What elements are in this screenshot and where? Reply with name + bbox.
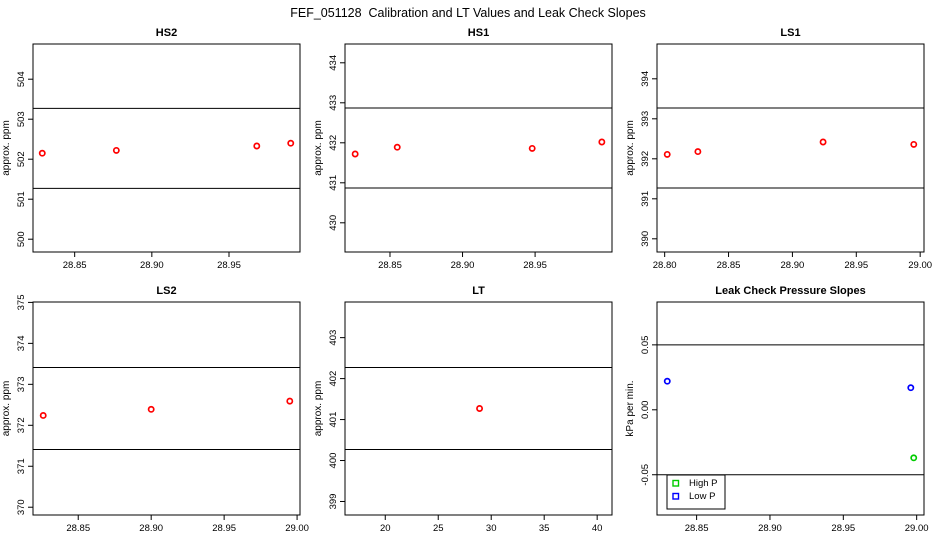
x-tick-label: 28.90 — [450, 260, 475, 270]
legend-label: High P — [689, 478, 718, 489]
y-tick-label: 402 — [328, 370, 339, 387]
panel-lt — [312, 270, 624, 540]
x-tick-label: 28.85 — [62, 260, 87, 270]
data-point-calibration — [149, 407, 154, 412]
data-point-calibration — [911, 142, 916, 147]
x-tick-label: 28.90 — [139, 260, 164, 270]
data-point-calibration — [41, 413, 46, 418]
x-tick-label: 40 — [591, 523, 603, 534]
y-tick-label: 434 — [328, 54, 339, 71]
y-tick-label: 502 — [16, 151, 27, 168]
data-point-calibration — [254, 143, 259, 148]
panel-ls2 — [0, 270, 312, 540]
data-point-high-p — [911, 455, 916, 460]
y-tick-label: 0.00 — [640, 400, 651, 420]
y-axis-label: approx. ppm — [1, 120, 12, 176]
y-tick-label: 430 — [328, 214, 339, 231]
x-tick-label: 28.90 — [139, 523, 164, 534]
panel-title: LS2 — [156, 285, 177, 297]
y-tick-label: 373 — [16, 376, 27, 393]
y-tick-label: 371 — [16, 458, 27, 475]
y-axis-label: approx. ppm — [313, 120, 324, 176]
data-point-lt — [477, 406, 482, 411]
plot-box — [345, 44, 612, 252]
data-point-calibration — [695, 149, 700, 154]
data-point-calibration — [820, 139, 825, 144]
x-tick-label: 28.95 — [212, 523, 237, 534]
plot-box — [33, 302, 300, 515]
x-tick-label: 28.95 — [523, 260, 547, 270]
x-tick-label: 20 — [379, 523, 391, 534]
panel-leak-check — [624, 270, 936, 540]
x-tick-label: 35 — [538, 523, 550, 534]
y-tick-label: 503 — [16, 111, 27, 128]
y-tick-label: 401 — [328, 411, 339, 428]
x-tick-label: 28.85 — [378, 260, 402, 270]
y-axis-label: approx. ppm — [313, 380, 324, 437]
x-tick-label: 28.95 — [844, 260, 869, 270]
y-tick-label: 390 — [640, 230, 651, 247]
y-tick-label: 394 — [640, 70, 651, 87]
data-point-calibration — [353, 151, 358, 156]
y-tick-label: 504 — [16, 71, 27, 88]
panel-ls1 — [624, 0, 936, 270]
panel-title: LS1 — [780, 27, 801, 39]
x-tick-label: 28.90 — [780, 260, 805, 270]
y-tick-label: 431 — [328, 174, 339, 191]
y-tick-label: 375 — [16, 294, 27, 311]
x-tick-label: 25 — [432, 523, 444, 534]
plot-box — [657, 44, 924, 252]
x-tick-label: 28.95 — [217, 260, 241, 270]
x-tick-label: 28.80 — [652, 260, 677, 270]
legend-label: Low P — [689, 491, 716, 502]
y-tick-label: 399 — [328, 493, 339, 510]
data-point-calibration — [395, 145, 400, 150]
y-axis-label: approx. ppm — [1, 380, 12, 437]
data-point-calibration — [599, 139, 604, 144]
y-tick-label: 403 — [328, 329, 339, 346]
data-point-low-p — [665, 379, 670, 384]
y-tick-label: 432 — [328, 134, 339, 151]
y-tick-label: 500 — [16, 231, 27, 248]
x-tick-label: 29.00 — [904, 523, 929, 534]
chart-svg-ls1 — [624, 0, 936, 270]
chart-svg-hs2 — [0, 0, 312, 270]
data-point-calibration — [530, 146, 535, 151]
chart-svg-leak-check — [624, 270, 936, 540]
data-point-calibration — [665, 152, 670, 157]
x-tick-label: 29.00 — [908, 260, 933, 270]
panel-title: LT — [472, 285, 485, 297]
y-tick-label: 501 — [16, 191, 27, 208]
plot-box — [33, 44, 300, 252]
data-point-calibration — [114, 148, 119, 153]
y-tick-label: 391 — [640, 190, 651, 207]
x-tick-label: 29.00 — [285, 523, 309, 534]
y-tick-label: 370 — [16, 499, 27, 516]
data-point-calibration — [288, 141, 293, 146]
x-tick-label: 28.85 — [66, 523, 91, 534]
panel-hs2 — [0, 0, 312, 270]
y-tick-label: 0.05 — [640, 335, 651, 355]
data-point-low-p — [908, 385, 913, 390]
x-tick-label: 30 — [485, 523, 497, 534]
x-tick-label: 28.95 — [831, 523, 856, 534]
chart-svg-ls2 — [0, 270, 312, 540]
x-tick-label: 28.85 — [684, 523, 709, 534]
y-tick-label: 393 — [640, 110, 651, 127]
data-point-calibration — [287, 399, 292, 404]
x-tick-label: 28.90 — [758, 523, 782, 534]
y-tick-label: 374 — [16, 335, 27, 352]
panel-title: HS2 — [155, 27, 178, 39]
y-tick-label: 433 — [328, 94, 339, 111]
y-axis-label: approx. ppm — [625, 120, 636, 176]
figure-title: FEF_051128 Calibration and LT Values and Leak Check Slopes — [290, 6, 646, 20]
x-tick-label: 28.85 — [716, 260, 741, 270]
y-tick-label: 400 — [328, 452, 339, 469]
panel-title: Leak Check Pressure Slopes — [715, 285, 866, 297]
y-tick-label: 392 — [640, 150, 651, 167]
chart-svg-hs1 — [312, 0, 624, 270]
panel-hs1 — [312, 0, 624, 270]
plot-box — [345, 302, 612, 515]
y-tick-label: -0.05 — [640, 463, 651, 486]
panel-title: HS1 — [467, 27, 490, 39]
data-point-calibration — [40, 151, 45, 156]
y-axis-label: kPa per min. — [625, 380, 636, 437]
y-tick-label: 372 — [16, 417, 27, 434]
chart-svg-lt — [312, 270, 624, 540]
